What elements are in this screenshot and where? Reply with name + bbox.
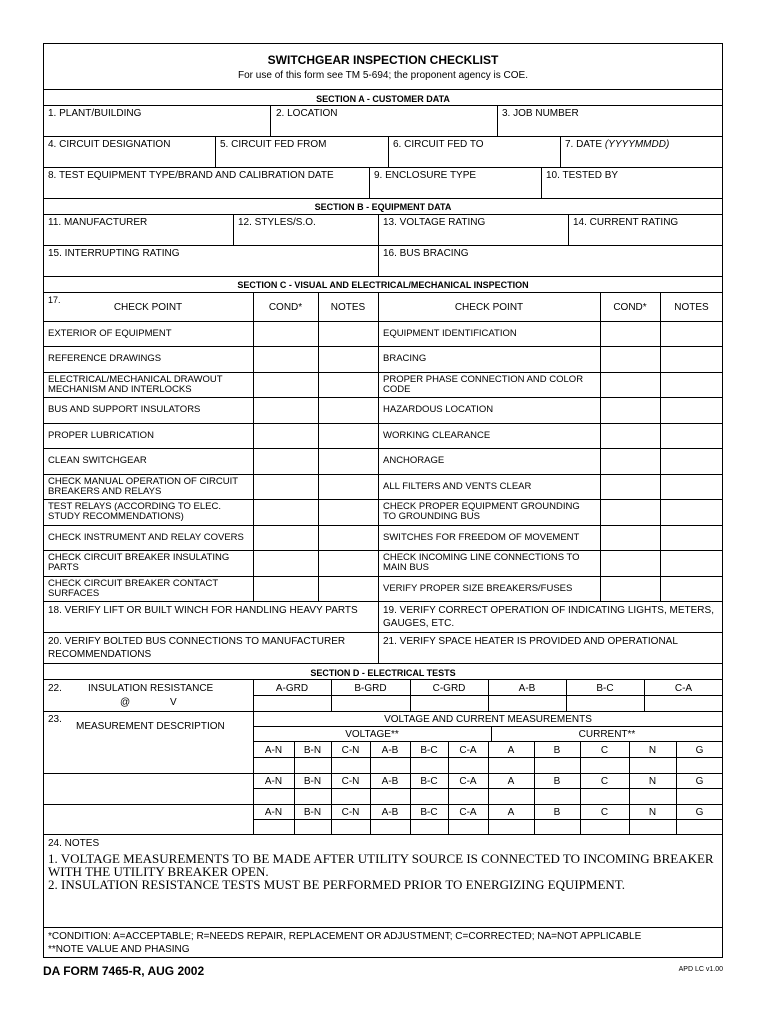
vc-column-header: A-B [381,776,399,787]
cond-cell[interactable] [254,577,317,601]
vc-value-cell[interactable] [295,820,330,833]
vc-value-cell[interactable] [332,820,369,833]
vc-column-header: C [600,776,609,787]
ir-value-cell[interactable] [489,696,565,710]
notes-cell[interactable] [319,373,377,397]
cond-cell[interactable] [254,449,317,474]
vc-column-header: C [600,807,609,818]
section-c-heading: SECTION C - VISUAL AND ELECTRICAL/MECHANICAL INSPECTION [237,280,529,290]
item-22-number: 22. [48,683,62,694]
vc-column-header: G [695,807,704,818]
check-point-left: REFERENCE DRAWINGS [48,353,162,364]
check-point-left: BUS AND SUPPORT INSULATORS [48,404,201,415]
notes-label: 24. NOTES [48,838,100,849]
divider [215,136,216,167]
vc-value-cell[interactable] [630,758,675,772]
form-number: DA FORM 7465-R, AUG 2002 [43,964,205,978]
divider [560,136,561,167]
date-label: 7. DATE [565,139,605,150]
cond-cell[interactable] [254,526,317,550]
vc-column-header: A [507,745,515,756]
current-heading: CURRENT** [578,729,636,740]
manufacturer-field[interactable]: 11. MANUFACTURER [48,217,148,228]
notes-cell[interactable] [661,322,722,346]
vc-value-cell[interactable] [489,820,533,833]
check-point-right: EQUIPMENT IDENTIFICATION [383,328,517,339]
divider [491,726,492,741]
right-notes-header: NOTES [674,302,709,313]
check-point-right: ALL FILTERS AND VENTS CLEAR [383,481,532,492]
vc-measurements-heading: VOLTAGE AND CURRENT MEASUREMENTS [384,714,592,725]
vc-column-header: N [648,807,657,818]
notes-cell[interactable] [319,551,377,576]
section-d-heading: SECTION D - ELECTRICAL TESTS [310,668,456,678]
ir-column-header: A-GRD [275,683,309,694]
vc-column-header: B [553,776,561,787]
notes-cell[interactable] [319,500,377,525]
vc-value-cell[interactable] [581,758,628,772]
check-point-left: CHECK MANUAL OPERATION OF CIRCUIT BREAKERS AND RELAYS [48,476,239,497]
ir-column-header: C-GRD [432,683,466,694]
cond-cell[interactable] [601,449,659,474]
vc-value-cell[interactable] [411,758,447,772]
notes-cell[interactable] [661,449,722,474]
tested-by-field[interactable]: 10. TESTED BY [546,170,619,181]
job-number-field[interactable]: 3. JOB NUMBER [502,108,579,119]
rule [43,214,723,215]
condition-legend: *CONDITION: A=ACCEPTABLE; R=NEEDS REPAIR, REPLACEMENT OR ADJUSTMENT; C=CORRECTED; NA=NOT APPLICABLE [48,931,642,942]
vc-value-cell[interactable] [254,789,293,803]
interrupting-rating-field[interactable]: 15. INTERRUPTING RATING [48,248,180,259]
section-a-heading: SECTION A - CUSTOMER DATA [316,94,450,104]
rule [43,773,723,774]
vc-value-cell[interactable] [630,789,675,803]
styles-field[interactable]: 12. STYLES/S.O. [238,217,316,228]
cond-cell[interactable] [601,577,659,601]
vc-column-header: B-C [420,745,438,756]
vc-column-header: B-C [420,807,438,818]
cond-cell[interactable] [601,347,659,372]
vc-column-header: A-B [381,807,399,818]
vc-value-cell[interactable] [332,789,369,803]
check-point-right: PROPER PHASE CONNECTION AND COLOR CODE [383,374,584,395]
vc-column-header: C [600,745,609,756]
note-1-line2: WITH THE UTILITY BREAKER OPEN. [48,864,269,879]
divider [378,292,379,601]
cond-cell[interactable] [601,475,659,499]
ir-value-cell[interactable] [411,696,487,710]
section-b-heading: SECTION B - EQUIPMENT DATA [314,202,452,212]
divider [541,167,542,198]
vc-column-header: B [553,745,561,756]
notes-cell[interactable] [319,347,377,372]
vc-column-header: G [695,745,704,756]
vc-column-header: C-N [341,745,360,756]
vc-column-header: C-A [459,807,477,818]
vc-value-cell[interactable] [581,789,628,803]
notes-cell[interactable] [319,449,377,474]
item-19-line1: 19. VERIFY CORRECT OPERATION OF INDICATING LIGHTS, METERS, [383,605,714,616]
notes-cell[interactable] [319,475,377,499]
measurement-description-label: MEASUREMENT DESCRIPTION [76,721,225,732]
right-check-point-header: CHECK POINT [454,302,524,313]
cond-cell[interactable] [601,424,659,448]
ir-column-header: B-C [596,683,614,694]
rule [43,927,723,928]
vc-value-cell[interactable] [332,758,369,772]
ir-column-header: A-B [518,683,536,694]
notes-cell[interactable] [661,551,722,576]
divider [369,167,370,198]
vc-column-header: G [695,776,704,787]
vc-value-cell[interactable] [489,758,533,772]
check-point-left: CLEAN SWITCHGEAR [48,455,147,466]
rule [43,663,723,664]
item-20-line2: RECOMMENDATIONS [48,649,152,660]
enclosure-type-field[interactable]: 9. ENCLOSURE TYPE [374,170,477,181]
voltage-rating-field[interactable]: 13. VOLTAGE RATING [383,217,486,228]
vc-value-cell[interactable] [535,758,579,772]
right-cond-header: COND* [613,302,647,313]
current-rating-field[interactable]: 14. CURRENT RATING [573,217,679,228]
notes-cell[interactable] [661,424,722,448]
vc-value-cell[interactable] [295,789,330,803]
cond-cell[interactable] [254,347,317,372]
vc-column-header: A [507,776,515,787]
circuit-designation-field[interactable]: 4. CIRCUIT DESIGNATION [48,139,171,150]
measurement-description-input[interactable] [46,744,250,771]
volt-symbol: V [170,697,177,708]
plant-building-field[interactable]: 1. PLANT/BUILDING [48,108,142,119]
voltage-heading: VOLTAGE** [345,729,399,740]
vc-column-header: B-N [303,807,322,818]
vc-value-cell[interactable] [371,820,409,833]
notes-cell[interactable] [661,526,722,550]
ir-value-cell[interactable] [645,696,722,710]
vc-value-cell[interactable] [449,758,487,772]
date-field[interactable] [565,139,669,150]
ir-column-header: B-GRD [354,683,387,694]
check-point-right: CHECK INCOMING LINE CONNECTIONS TO MAIN BUS [383,552,580,573]
left-check-point-header: CHECK POINT [113,302,183,313]
ir-value-cell[interactable] [567,696,643,710]
cond-cell[interactable] [601,373,659,397]
vc-column-header: N [648,776,657,787]
divider [233,214,234,245]
cond-cell[interactable] [601,551,659,576]
left-notes-header: NOTES [330,302,366,313]
item-18: 18. VERIFY LIFT OR BUILT WINCH FOR HANDLING HEAVY PARTS [48,605,358,616]
rule [43,632,723,633]
rule [43,167,723,168]
notes-cell[interactable] [319,424,377,448]
date-format: (YYYYMMDD) [604,139,670,150]
vc-value-cell[interactable] [677,758,722,772]
divider [497,105,498,136]
divider [270,105,271,136]
vc-value-cell[interactable] [254,758,293,772]
notes-cell[interactable] [661,347,722,372]
vc-value-cell[interactable] [535,820,579,833]
circuit-fed-from-field[interactable]: 5. CIRCUIT FED FROM [220,139,327,150]
rule [43,276,723,277]
cond-cell[interactable] [601,500,659,525]
vc-column-header: A-N [264,776,283,787]
check-point-right: ANCHORAGE [383,455,445,466]
check-point-right: BRACING [383,353,427,364]
vc-column-header: A-B [381,745,399,756]
vc-column-header: A-N [264,807,283,818]
notes-cell[interactable] [661,500,722,525]
cond-cell[interactable] [601,526,659,550]
vc-column-header: B-N [303,776,322,787]
notes-cell[interactable] [319,526,377,550]
vc-column-header: C-A [459,776,477,787]
rule [43,136,723,137]
rule [43,679,723,680]
bus-bracing-field[interactable]: 16. BUS BRACING [383,248,469,259]
rule [253,726,723,727]
rule [43,834,723,835]
rule [43,804,723,805]
cond-cell[interactable] [254,373,317,397]
divider [378,214,379,276]
notes-cell[interactable] [661,398,722,423]
cond-cell[interactable] [254,424,317,448]
check-point-left: PROPER LUBRICATION [48,430,154,441]
location-field[interactable]: 2. LOCATION [276,108,338,119]
test-equipment-field[interactable]: 8. TEST EQUIPMENT TYPE/BRAND AND CALIBRATION DATE [48,170,334,181]
rule [43,105,723,106]
check-point-right: SWITCHES FOR FREEDOM OF MOVEMENT [383,532,580,543]
cond-cell[interactable] [254,475,317,499]
form-title: SWITCHGEAR INSPECTION CHECKLIST [267,53,499,67]
vc-value-cell[interactable] [449,789,487,803]
at-symbol: @ [120,697,131,708]
cond-cell[interactable] [254,551,317,576]
item-17-number: 17. [48,295,61,305]
notes-cell[interactable] [319,398,377,423]
divider [378,601,379,663]
vc-value-cell[interactable] [254,820,293,833]
measurement-description-input[interactable] [46,775,250,802]
rule [43,711,723,712]
ir-value-cell[interactable] [332,696,409,710]
form-subtitle: For use of this form see TM 5-694; the proponent agency is COE. [238,70,528,81]
vc-column-header: B-N [303,745,322,756]
vc-value-cell[interactable] [489,789,533,803]
note-1-line1: 1. VOLTAGE MEASUREMENTS TO BE MADE AFTER UTILITY SOURCE IS CONNECTED TO INCOMING BREAKER [48,851,714,866]
item-21: 21. VERIFY SPACE HEATER IS PROVIDED AND OPERATIONAL [383,636,678,647]
vc-value-cell[interactable] [630,820,675,833]
check-point-left: CHECK CIRCUIT BREAKER INSULATING PARTS [48,552,230,573]
item-23-number: 23. [48,714,62,725]
vc-column-header: N [648,745,657,756]
rule [43,601,723,602]
cond-cell[interactable] [254,500,317,525]
vc-column-header: B [553,807,561,818]
rule [43,292,723,293]
notes-cell[interactable] [661,475,722,499]
circuit-fed-to-field[interactable]: 6. CIRCUIT FED TO [393,139,484,150]
check-point-right: VERIFY PROPER SIZE BREAKERS/FUSES [383,583,573,594]
divider [568,214,569,245]
vc-value-cell[interactable] [449,820,487,833]
cond-cell[interactable] [601,398,659,423]
vc-column-header: A-N [264,745,283,756]
ir-column-header: C-A [674,683,693,694]
vc-column-header: B-C [420,776,438,787]
notes-cell[interactable] [661,373,722,397]
vc-value-cell[interactable] [581,820,628,833]
note-2: 2. INSULATION RESISTANCE TESTS MUST BE PERFORMED PRIOR TO ENERGIZING EQUIPMENT. [48,877,626,892]
cond-cell[interactable] [254,398,317,423]
check-point-right: HAZARDOUS LOCATION [383,404,494,415]
phasing-legend: **NOTE VALUE AND PHASING [48,944,190,955]
vc-value-cell[interactable] [535,789,579,803]
vc-column-header: C-A [459,745,477,756]
item-19-line2: GAUGES, ETC. [383,618,455,629]
check-point-left: CHECK INSTRUMENT AND RELAY COVERS [48,532,244,543]
left-cond-header: COND* [268,302,303,313]
rule [43,89,723,90]
rule [43,198,723,199]
vc-value-cell[interactable] [371,789,409,803]
form-version: APD LC v1.00 [678,966,723,973]
vc-column-header: A [507,807,515,818]
check-point-right: WORKING CLEARANCE [383,430,491,441]
check-point-left: EXTERIOR OF EQUIPMENT [48,328,172,339]
notes-cell[interactable] [319,322,377,346]
vc-value-cell[interactable] [411,789,447,803]
vc-value-cell[interactable] [677,789,722,803]
check-point-left: ELECTRICAL/MECHANICAL DRAWOUT MECHANISM AND INTERLOCKS [48,374,223,395]
notes-cell[interactable] [319,577,377,601]
rule [43,245,723,246]
check-point-left: CHECK CIRCUIT BREAKER CONTACT SURFACES [48,578,219,599]
check-point-left: TEST RELAYS (ACCORDING TO ELEC. STUDY RECOMMENDATIONS) [48,501,221,522]
vc-column-header: C-N [341,807,360,818]
check-point-right: CHECK PROPER EQUIPMENT GROUNDING TO GROUNDING BUS [383,501,580,522]
vc-value-cell[interactable] [677,820,722,833]
divider [388,136,389,167]
vc-value-cell[interactable] [295,758,330,772]
vc-column-header: C-N [341,776,360,787]
measurement-description-input[interactable] [46,806,250,832]
vc-value-cell[interactable] [411,820,447,833]
item-20-line1: 20. VERIFY BOLTED BUS CONNECTIONS TO MANUFACTURER [48,636,346,647]
cond-cell[interactable] [601,322,659,346]
notes-cell[interactable] [661,577,722,601]
ir-value-cell[interactable] [254,696,330,710]
insulation-resistance-label: INSULATION RESISTANCE [88,683,214,694]
vc-value-cell[interactable] [371,758,409,772]
cond-cell[interactable] [254,322,317,346]
